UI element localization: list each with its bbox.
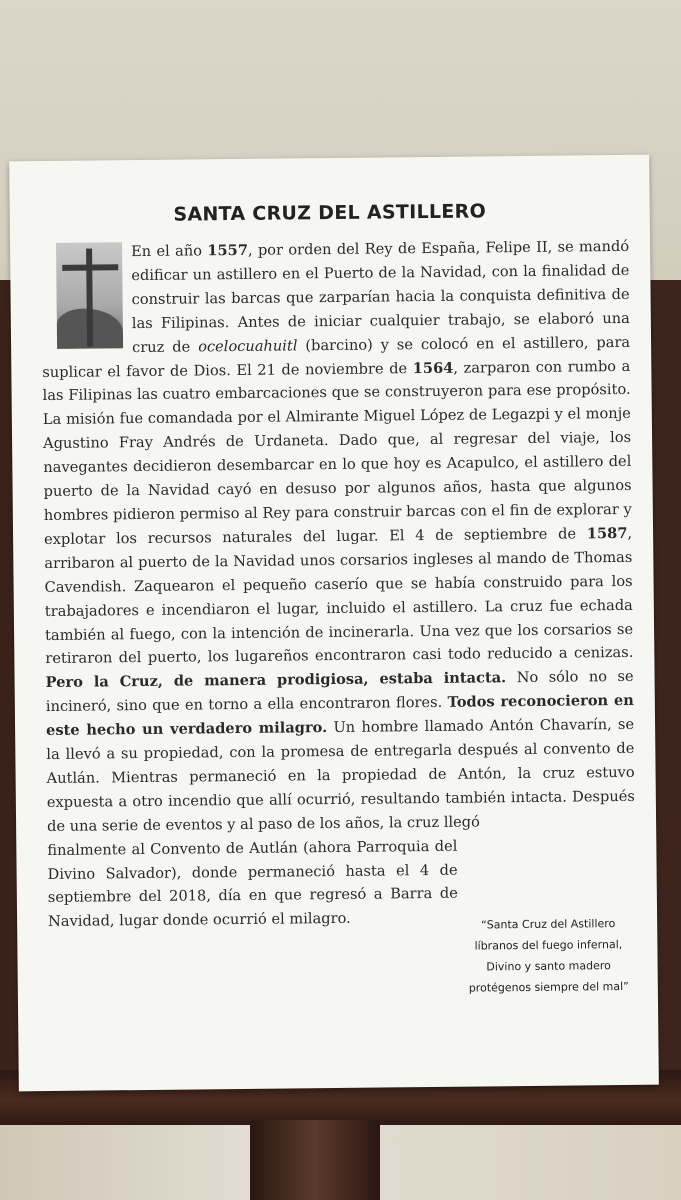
prayer-line: líbranos del fuego infernal, <box>474 937 623 953</box>
text-run: , zarparon con rumbo a las Filipinas las cuatro embarcaciones que se construyeron para ese propósito. La misión fue comandada por el Almirante Miguel López de Legazpi y el monje Agustino Fray Andrés de Urdaneta. Dado que, al regresar del viaje, los navegantes decidieron desembarcar en lo que hoy es Acapulco, el astillero del puerto de la Navidad cayó en desuso por algunos años, hasta que algunos hombres pidieron permiso al Rey para construir barcas con el fin de explorar y explotar los recursos naturales del lugar. El 4 de septiembre de <box>42 357 632 548</box>
year-1587: 1587 <box>586 524 628 543</box>
prayer-line: protégenos siempre del mal” <box>468 979 629 995</box>
photo-spacer <box>41 240 132 359</box>
text-run: No sólo no se incineró, sino que en torno a ella encontraron flores. <box>45 668 634 716</box>
wood-name: ocelocuahuitl <box>198 336 298 356</box>
text-run: , por orden del Rey de España, Felipe II, se mandó edificar un astillero en el Puerto de la Navidad, con la finalidad de construir las barcas que zarparían hacia la conquista definitiva de las Filipinas. Antes de iniciar cualquier trabajo, se elaboró una cruz de <box>131 237 630 356</box>
paragraph-end: finalmente al Convento de Autlán (ahora Parroquia del Divino Salvador), donde permaneció hasta el 4 de septiembre del 2018, día en que regresó a Barra de Navidad, lugar donde ocurrió el milagro. <box>47 837 458 931</box>
year-1564: 1564 <box>412 359 454 377</box>
prayer-line: “Santa Cruz del Astillero <box>480 917 616 932</box>
prayer-line: Divino y santo madero <box>486 959 611 974</box>
miracle-sentence: Pero la Cruz, de manera prodigiosa, estaba intacta. <box>45 669 507 692</box>
printed-sheet <box>9 155 659 1092</box>
year-1557: 1557 <box>207 241 249 260</box>
text-run: , arribaron al puerto de la Navidad unos corsarios ingleses al mando de Thomas Cavendish. Zaquearon el pequeño caserío que se había construido para los trabajadores e incendiaron el lugar, incluido el astillero. La cruz fue echada también al fuego, con la intención de incinerarla. Una vez que los corsarios se retiraron del puerto, los lugareños encontraron casi todo reducido a cenizas. <box>44 524 634 668</box>
article-body <box>41 235 636 934</box>
miracle-recognition: Todos reconocieron en este hecho un verdadero milagro. <box>46 692 634 740</box>
text-run: (barcino) y se colocó en el astillero, para suplicar el favor de Dios. El 21 de noviembre de <box>42 333 631 381</box>
text-run: Un hombre llamado Antón Chavarín, se la llevó a su propiedad, con la promesa de entregarla después al convento de Autlán. Mientras permaneció en la propiedad de Antón, la cruz estuvo expuesta a otro incendio que allí ocurrió, resultando también intacta. Después de una serie de eventos y al paso de los años, la cruz llegó <box>46 715 635 835</box>
lectern-post <box>250 1120 380 1200</box>
prayer-quote <box>453 913 644 999</box>
page-title: SANTA CRUZ DEL ASTILLERO <box>173 200 487 226</box>
text-run: En el año <box>131 242 208 261</box>
